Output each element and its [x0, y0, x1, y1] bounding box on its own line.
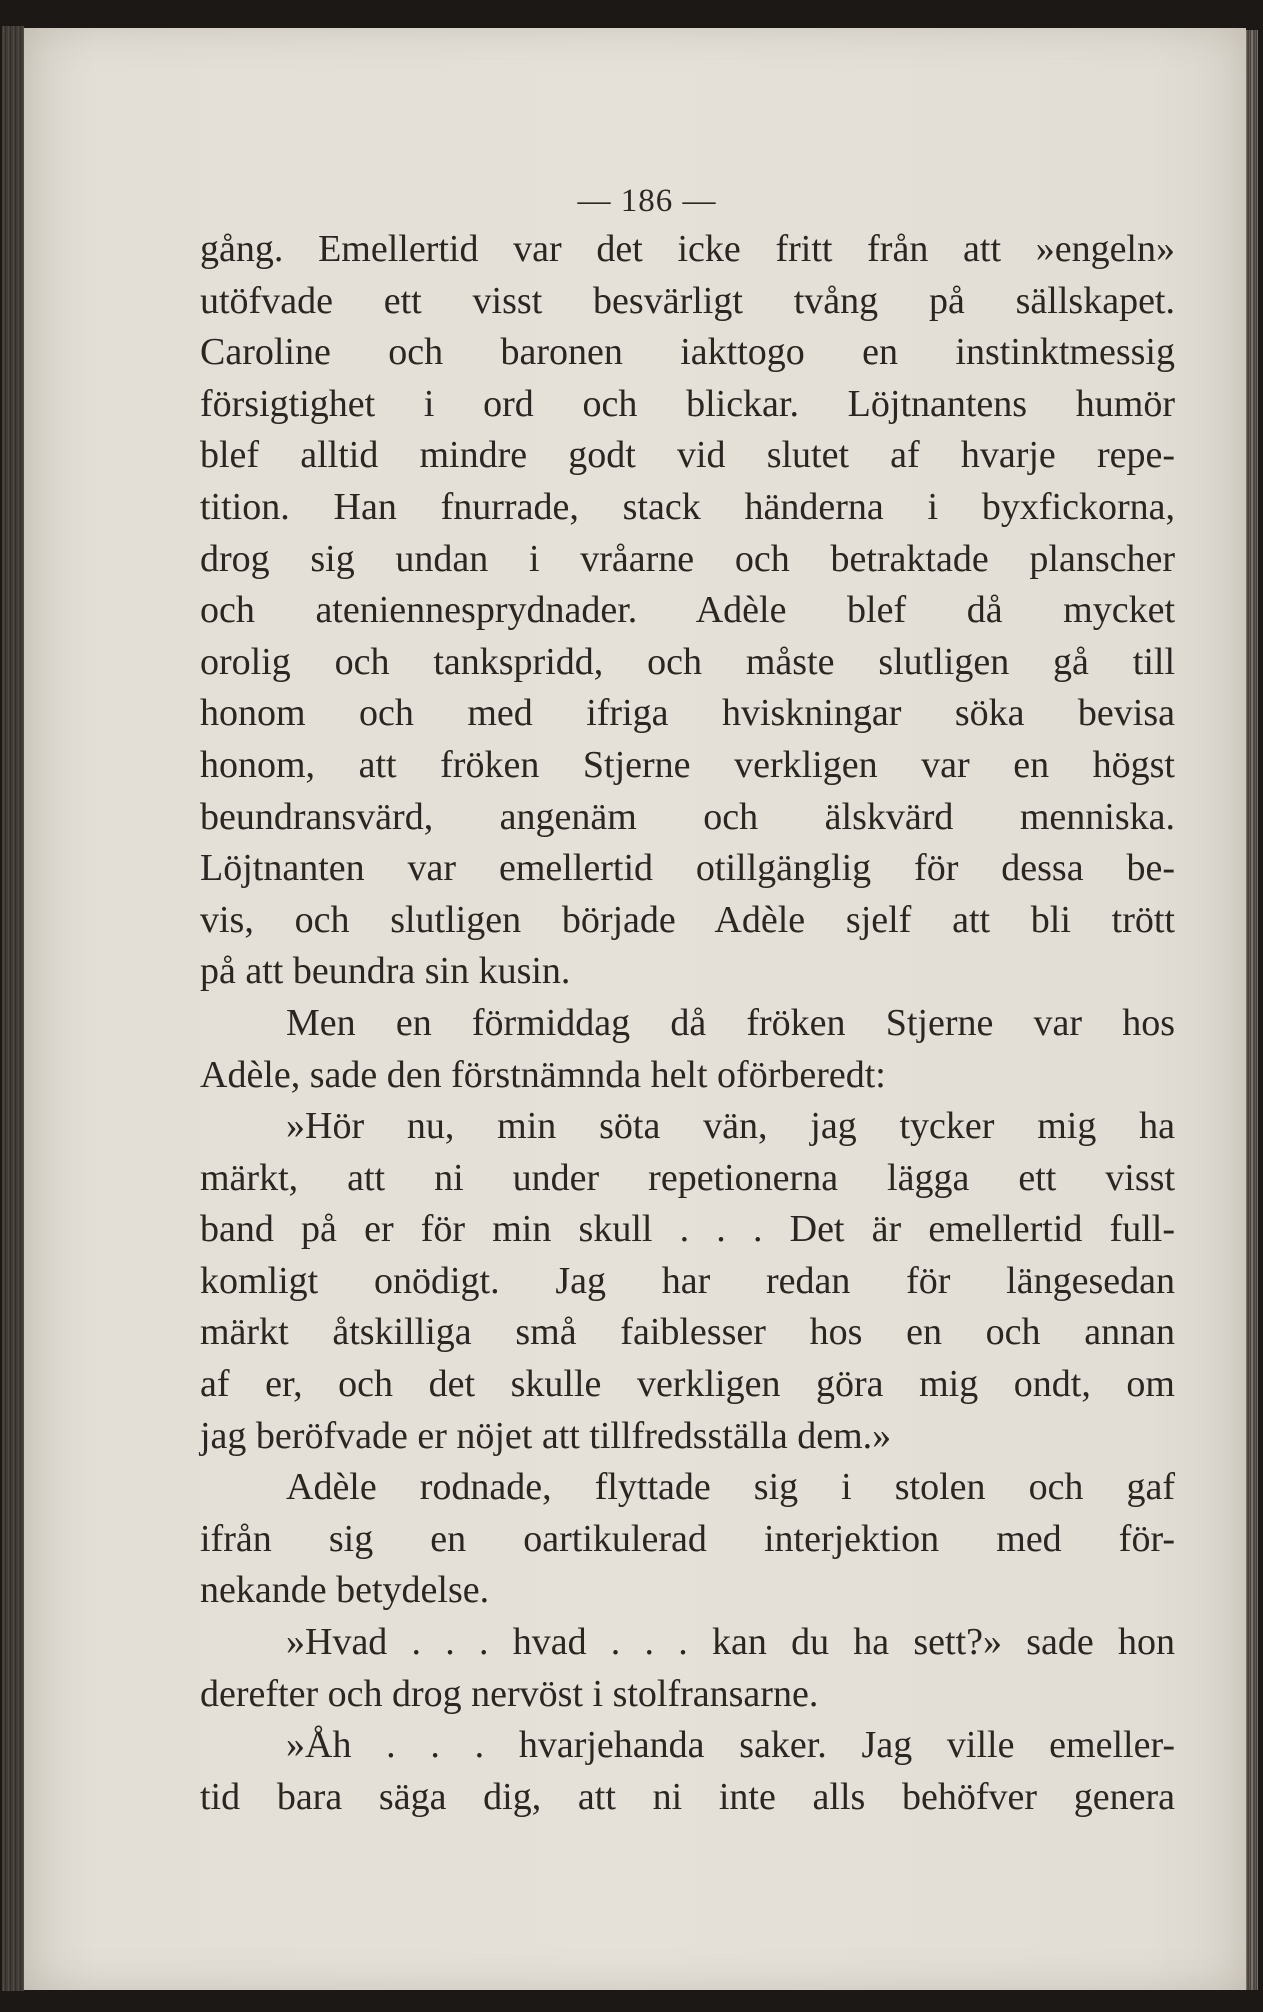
text-line: »Hvad . . . hvad . . . kan du ha sett?» sade hon	[286, 1621, 1175, 1664]
text-line: orolig och tankspridd, och måste slutligen gå till	[200, 640, 1175, 683]
text-line: och ateniennesprydnader. Adèle blef då mycket	[200, 589, 1175, 632]
text-line: ifrån sig en oartikulerad interjektion med för-	[200, 1517, 1175, 1560]
book-right-edge	[1244, 30, 1258, 1990]
text-line: märkt åtskilliga små faiblesser hos en och annan	[200, 1311, 1175, 1354]
text-line: beundransvärd, angenäm och älskvärd menniska.	[200, 795, 1175, 838]
text-line: honom och med ifriga hviskningar söka bevisa	[200, 692, 1175, 735]
text-line: Löjtnanten var emellertid otillgänglig för dessa be-	[200, 847, 1175, 890]
text-line: på att beundra sin kusin.	[200, 950, 571, 993]
text-line: »Åh . . . hvarjehanda saker. Jag ville emeller-	[286, 1724, 1175, 1767]
text-line: gång. Emellertid var det icke fritt från att »engeln»	[200, 228, 1175, 270]
text-line: »Hör nu, min söta vän, jag tycker mig ha	[286, 1105, 1175, 1148]
text-line: komligt onödigt. Jag har redan för längesedan	[200, 1259, 1175, 1302]
text-line: tition. Han fnurrade, stack händerna i byxfickorna,	[200, 485, 1175, 528]
text-line: vis, och slutligen började Adèle sjelf att bli trött	[200, 898, 1175, 941]
text-line: Men en förmiddag då fröken Stjerne var hos	[286, 1001, 1175, 1044]
text-line: försigtighet i ord och blickar. Löjtnantens humör	[200, 382, 1175, 425]
text-line: af er, och det skulle verkligen göra mig ondt, om	[200, 1363, 1175, 1406]
text-line: derefter och drog nervöst i stolfransarne.	[200, 1672, 819, 1715]
body-text	[200, 224, 1175, 1823]
text-line: drog sig undan i vråarne och betraktade planscher	[200, 537, 1175, 580]
text-line: tid bara säga dig, att ni inte alls behöfver genera	[200, 1775, 1175, 1818]
text-line: Adèle rodnade, flyttade sig i stolen och gaf	[286, 1466, 1175, 1509]
text-line: märkt, att ni under repetionerna lägga ett visst	[200, 1156, 1175, 1199]
text-line: Adèle, sade den förstnämnda helt oförberedt:	[200, 1053, 886, 1096]
text-line: blef alltid mindre godt vid slutet af hvarje repe-	[200, 434, 1175, 477]
text-line: honom, att fröken Stjerne verkligen var en högst	[200, 743, 1175, 786]
text-line: nekande betydelse.	[200, 1569, 490, 1612]
text-line: band på er för min skull . . . Det är emellertid full-	[200, 1208, 1175, 1251]
page-number: — 186 —	[577, 183, 717, 219]
text-line: Caroline och baronen iakttogo en instinktmessig	[200, 331, 1175, 374]
text-line: utöfvade ett visst besvärligt tvång på sällskapet.	[200, 279, 1175, 322]
page-stack-edge	[2, 26, 24, 1991]
text-line: jag beröfvade er nöjet att tillfredsställa dem.»	[200, 1414, 892, 1457]
